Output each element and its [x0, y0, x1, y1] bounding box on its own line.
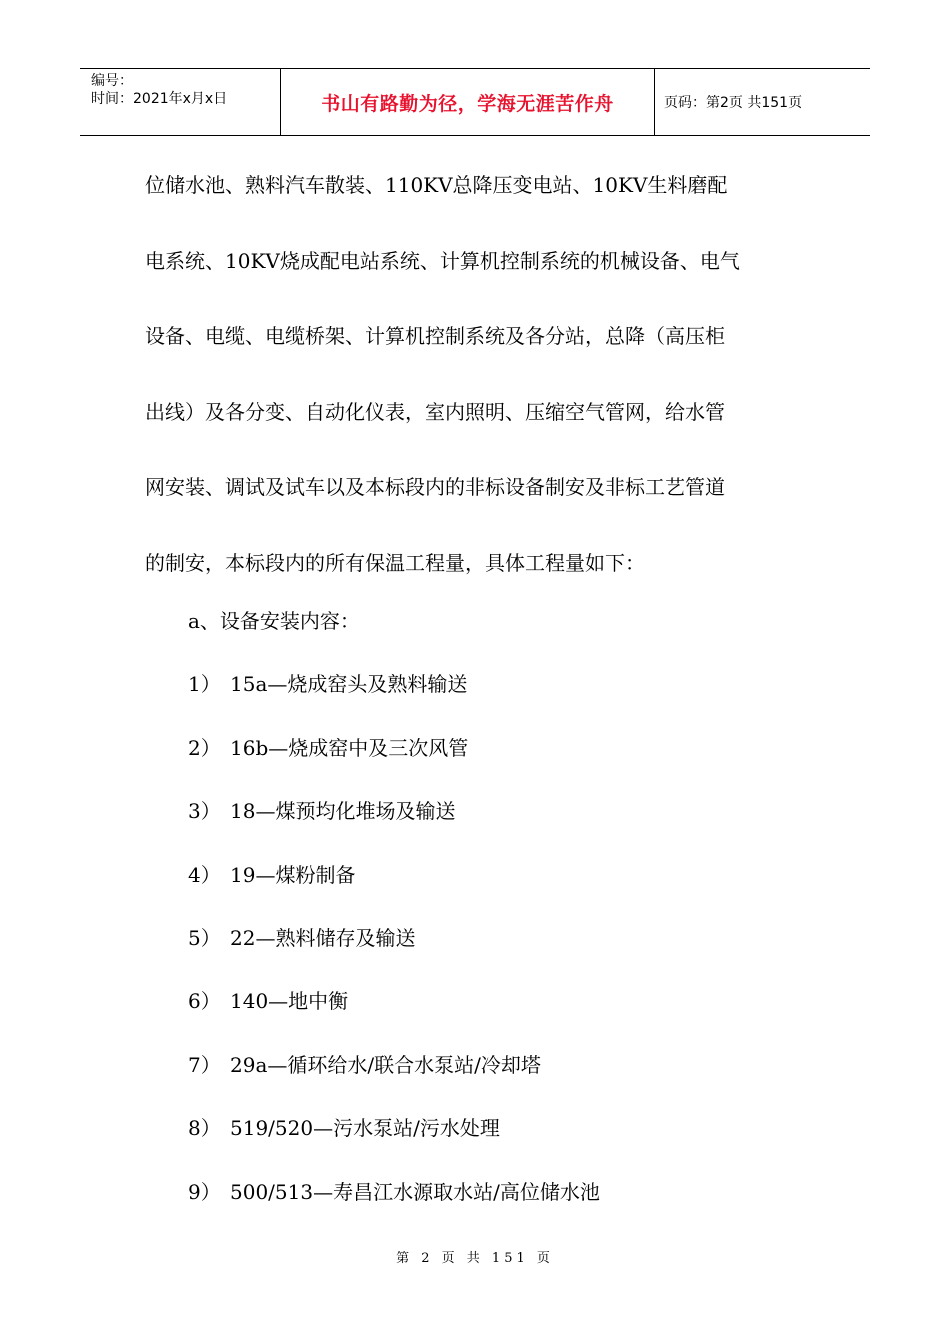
list-item-text: 500/513—寿昌江水源取水站/高位储水池 [230, 1179, 600, 1204]
paragraph-line: 设备、电缆、电缆桥架、计算机控制系统及各分站，总降（高压柜 [145, 324, 725, 349]
header-meta-cell [80, 69, 281, 135]
list-item-text: 18—煤预均化堆场及输送 [230, 799, 456, 824]
list-item-text: 16b—烧成窑中及三次风管 [230, 735, 469, 760]
paragraph-line: 出线）及各分变、自动化仪表，室内照明、压缩空气管网，给水管 [145, 399, 725, 424]
list-item-number: 2） [188, 735, 221, 760]
list-item [188, 731, 808, 794]
list-item-number: 9） [188, 1179, 221, 1204]
list-item-text: 29a—循环给水/联合水泵站/冷却塔 [230, 1052, 541, 1077]
list-item-number: 1） [188, 672, 221, 697]
list-item-number: 5） [188, 925, 221, 950]
list-item [188, 921, 808, 984]
serial-label: 编号： [91, 73, 133, 89]
page-header [80, 68, 870, 136]
list-item-number: 4） [188, 862, 221, 887]
list-item-text: 15a—烧成窑头及熟料输送 [230, 672, 468, 697]
list-item-text: 19—煤粉制备 [230, 862, 356, 887]
list-item-text: 22—熟料储存及输送 [230, 925, 416, 950]
list-item [188, 794, 808, 857]
list-item-text: 519/520—污水泵站/污水处理 [230, 1116, 500, 1141]
list-item [188, 984, 808, 1047]
page-info: 页码：第2页 共151页 [664, 95, 803, 111]
list-heading: a、设备安装内容： [188, 609, 360, 633]
list-item [188, 858, 808, 921]
list-item-text: 140—地中衡 [230, 989, 349, 1014]
list-item [188, 1048, 808, 1111]
paragraph-line: 电系统、10KV烧成配电站系统、计算机控制系统的机械设备、电气 [145, 248, 740, 273]
list-item-number: 3） [188, 799, 221, 824]
list-item [188, 1175, 808, 1238]
list-item [188, 667, 808, 730]
body-paragraph [145, 168, 810, 622]
time-label: 时间：2021年x月x日 [91, 91, 228, 107]
paragraph-line: 位储水池、熟料汽车散装、110KV总降压变电站、10KV生料磨配 [145, 173, 728, 197]
list-item-number: 6） [188, 989, 221, 1014]
header-motto-cell [281, 69, 655, 135]
list-item-number: 8） [188, 1116, 221, 1141]
paragraph-line: 网安装、调试及试车以及本标段内的非标设备制安及非标工艺管道 [145, 475, 725, 500]
page-footer: 第 2 页 共 151 页 [396, 1251, 554, 1266]
equipment-list [188, 604, 808, 1238]
header-page-cell [655, 69, 870, 135]
list-item [188, 1111, 808, 1174]
motto-text: 书山有路勤为径，学海无涯苦作舟 [321, 92, 614, 115]
list-item-number: 7） [188, 1052, 221, 1077]
paragraph-line: 的制安，本标段内的所有保温工程量，具体工程量如下： [145, 550, 645, 575]
